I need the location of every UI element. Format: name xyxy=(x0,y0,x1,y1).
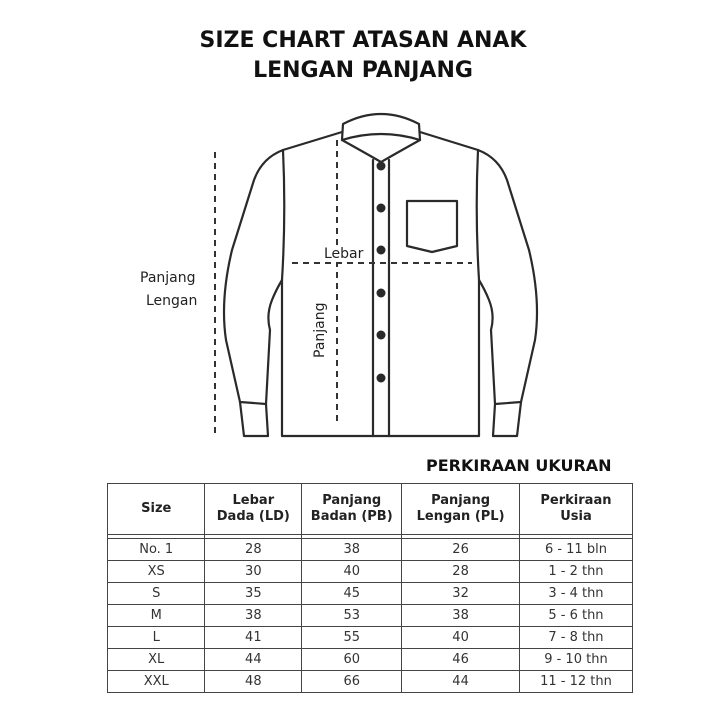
size-table xyxy=(107,483,633,693)
cell-pb: 66 xyxy=(302,671,402,693)
button xyxy=(377,289,386,298)
right-cuff xyxy=(493,402,521,436)
cell-size: L xyxy=(108,627,205,649)
header-size xyxy=(108,484,205,535)
estimate-title: PERKIRAAN UKURAN xyxy=(426,456,612,475)
title-line-2: LENGAN PANJANG xyxy=(253,58,473,83)
table-row xyxy=(108,605,633,627)
collar-band xyxy=(342,140,420,162)
cell-pb: 60 xyxy=(302,649,402,671)
cell-age: 9 - 10 thn xyxy=(519,649,632,671)
header-pb-line2: Badan (PB) xyxy=(310,509,393,524)
cell-pl: 38 xyxy=(402,605,520,627)
collar-outline xyxy=(342,114,420,140)
cell-ld: 35 xyxy=(205,583,302,605)
table-row xyxy=(108,671,633,693)
right-sleeve-seam xyxy=(477,150,479,280)
cell-size: S xyxy=(108,583,205,605)
width-label: Lebar xyxy=(324,246,364,262)
header-ld-line1: Lebar xyxy=(232,493,275,508)
header-ld-line2: Dada (LD) xyxy=(216,509,290,524)
cell-pb: 38 xyxy=(302,539,402,561)
button xyxy=(377,204,386,213)
cell-age: 5 - 6 thn xyxy=(519,605,632,627)
cell-pb: 53 xyxy=(302,605,402,627)
button xyxy=(377,331,386,340)
cell-pl: 44 xyxy=(402,671,520,693)
button xyxy=(377,162,386,171)
cell-pl: 40 xyxy=(402,627,520,649)
cell-ld: 28 xyxy=(205,539,302,561)
left-cuff xyxy=(240,402,268,436)
sleeve-length-label-2: Lengan xyxy=(146,293,198,309)
table-row xyxy=(108,561,633,583)
shirt-body-outline xyxy=(224,132,537,436)
cell-age: 6 - 11 bln xyxy=(519,539,632,561)
header-age-line2: Usia xyxy=(560,509,592,524)
cell-pb: 55 xyxy=(302,627,402,649)
table-row xyxy=(108,583,633,605)
chest-pocket xyxy=(407,201,457,252)
body-length-label: Panjang xyxy=(312,302,328,358)
cell-ld: 38 xyxy=(205,605,302,627)
cell-pb: 45 xyxy=(302,583,402,605)
cell-ld: 44 xyxy=(205,649,302,671)
header-age-line1: Perkiraan xyxy=(540,493,612,508)
cell-pb: 40 xyxy=(302,561,402,583)
header-ld xyxy=(205,484,302,535)
table-row xyxy=(108,627,633,649)
cell-age: 7 - 8 thn xyxy=(519,627,632,649)
cell-ld: 48 xyxy=(205,671,302,693)
cell-pl: 26 xyxy=(402,539,520,561)
table-row xyxy=(108,649,633,671)
buttons xyxy=(377,162,386,383)
header-pl xyxy=(402,484,520,535)
header-age xyxy=(519,484,632,535)
cell-ld: 41 xyxy=(205,627,302,649)
header-pl-line1: Panjang xyxy=(431,493,491,508)
cell-pl: 46 xyxy=(402,649,520,671)
cell-size: XL xyxy=(108,649,205,671)
button xyxy=(377,246,386,255)
cell-age: 1 - 2 thn xyxy=(519,561,632,583)
cell-size: XS xyxy=(108,561,205,583)
title-line-1: SIZE CHART ATASAN ANAK xyxy=(199,28,527,53)
cell-size: No. 1 xyxy=(108,539,205,561)
cell-size: M xyxy=(108,605,205,627)
header-size-text: Size xyxy=(141,501,172,516)
cell-pl: 28 xyxy=(402,561,520,583)
header-pl-line2: Lengan (PL) xyxy=(416,509,505,524)
cell-age: 3 - 4 thn xyxy=(519,583,632,605)
header-pb-line1: Panjang xyxy=(322,493,382,508)
cell-age: 11 - 12 thn xyxy=(519,671,632,693)
table-row xyxy=(108,539,633,561)
table-header-row xyxy=(108,484,633,535)
sleeve-length-label-1: Panjang xyxy=(140,270,196,286)
header-pb xyxy=(302,484,402,535)
left-sleeve-seam xyxy=(282,150,284,280)
cell-size: XXL xyxy=(108,671,205,693)
button xyxy=(377,374,386,383)
cell-pl: 32 xyxy=(402,583,520,605)
cell-ld: 30 xyxy=(205,561,302,583)
